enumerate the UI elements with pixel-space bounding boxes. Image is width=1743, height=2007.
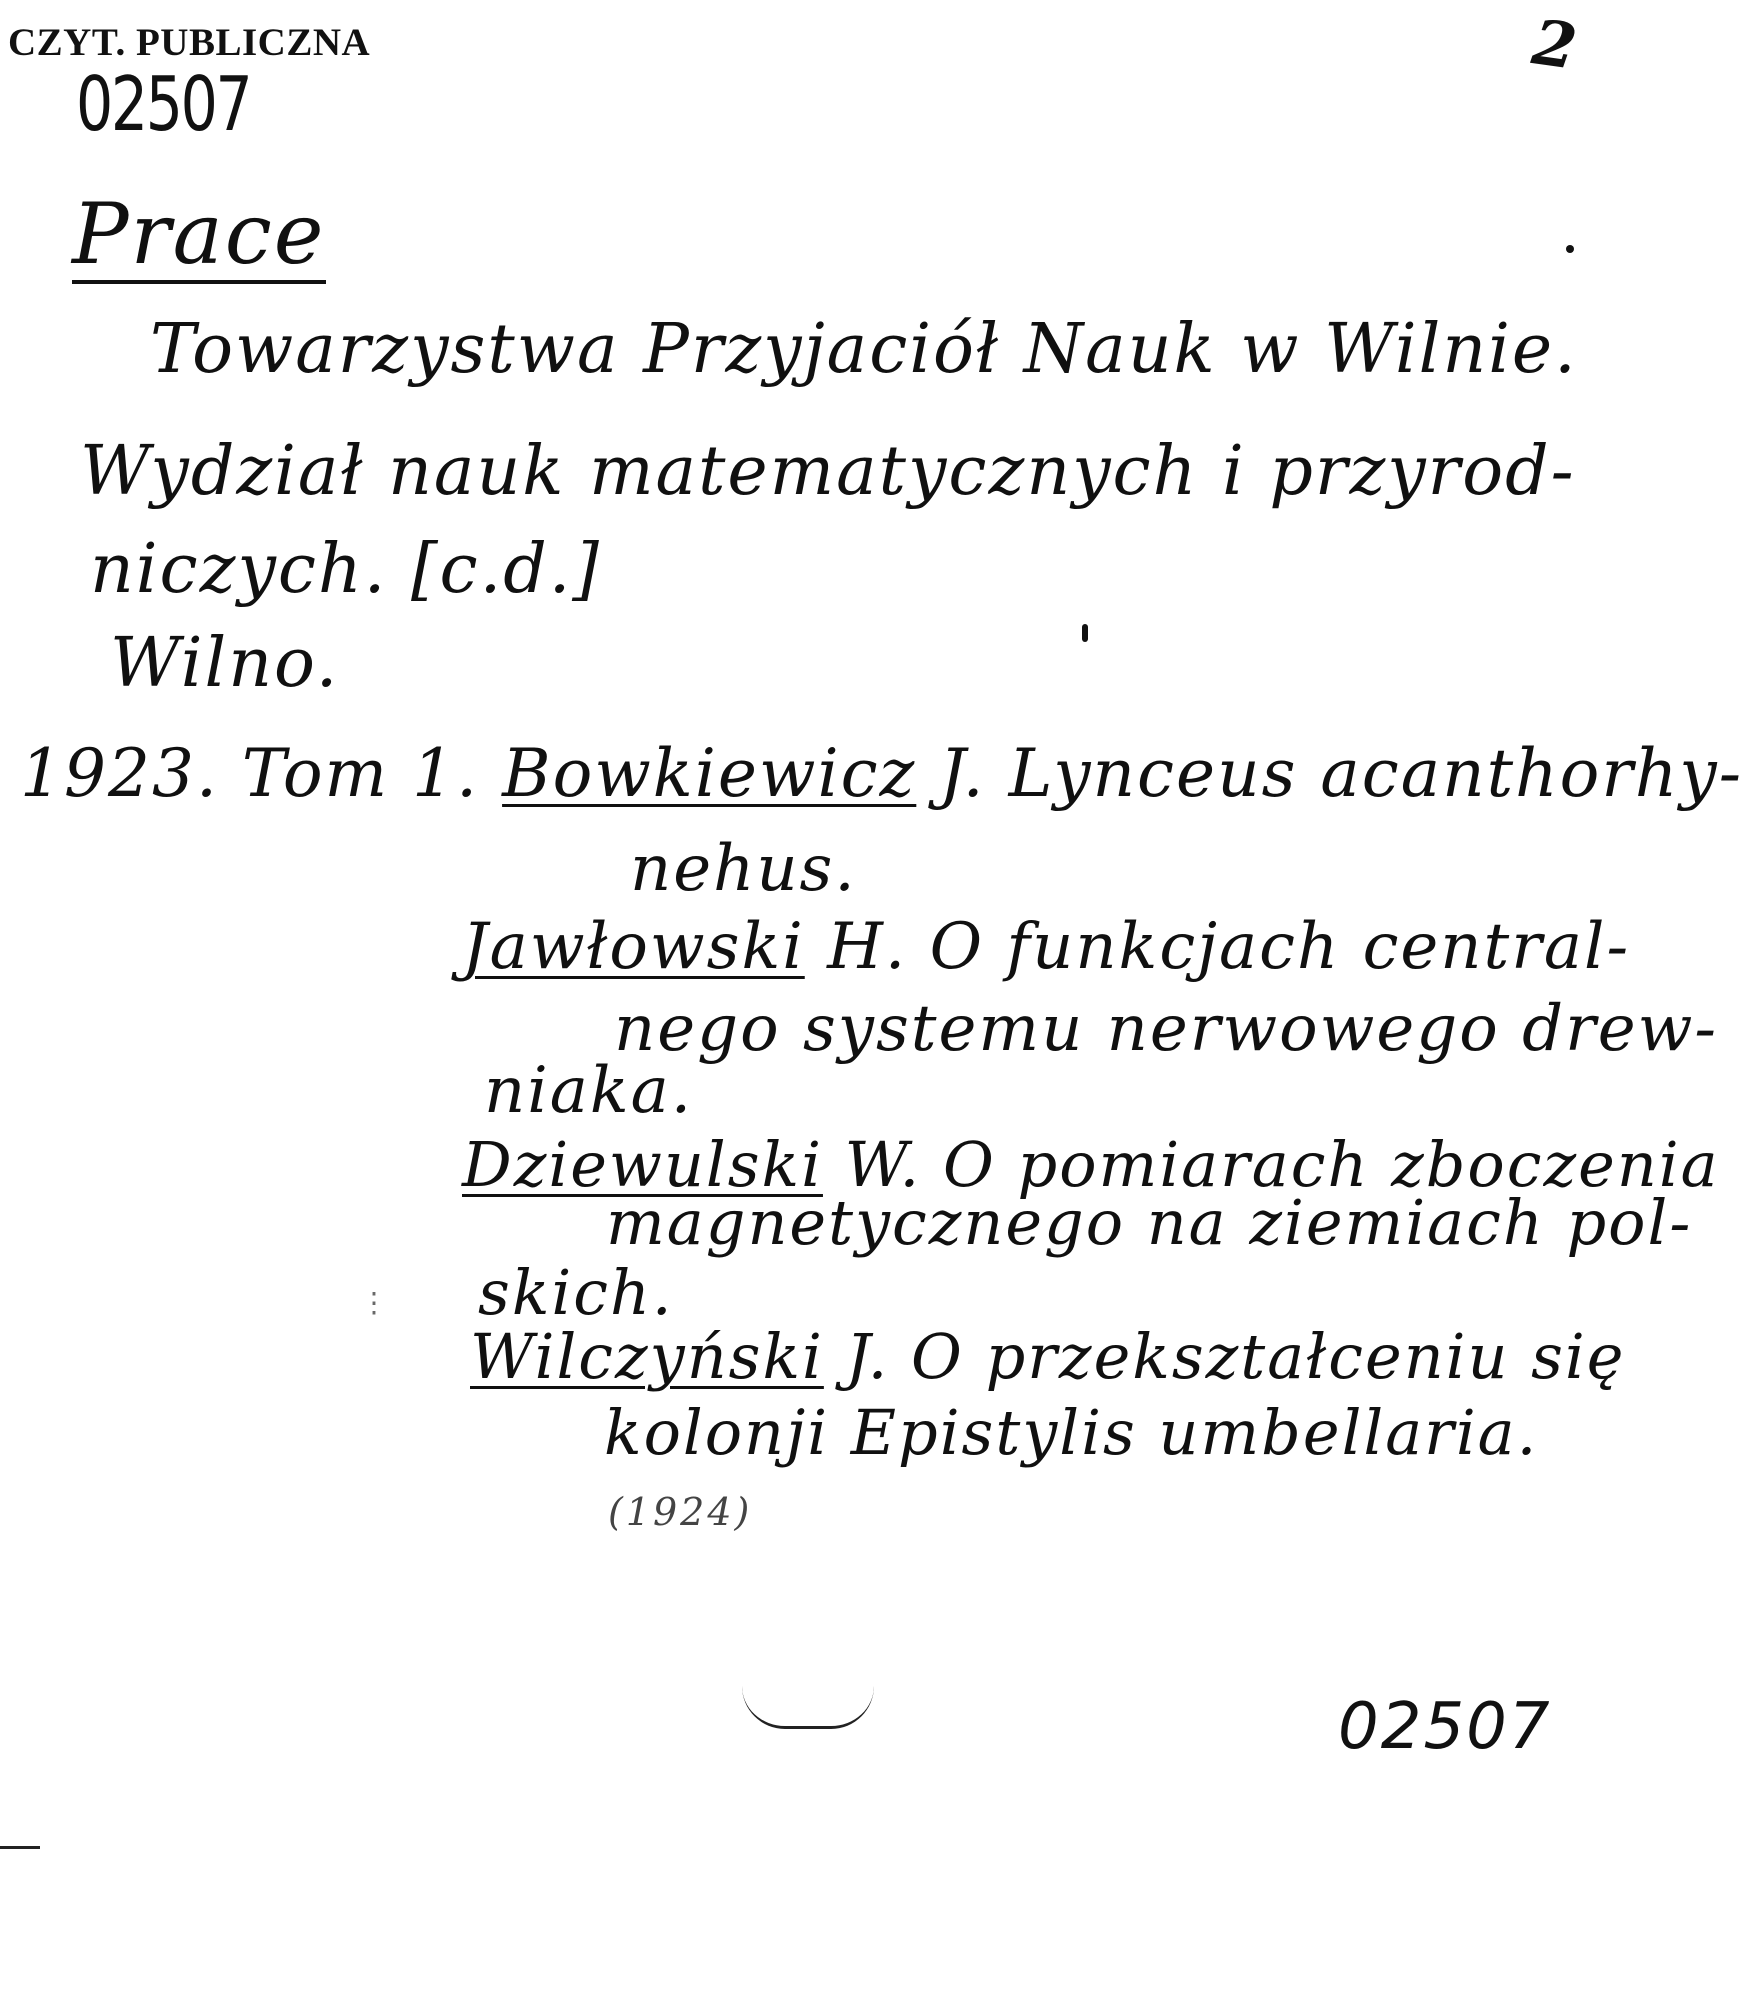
entry-title-part-1: J. Lynceus acanthorhy- xyxy=(939,735,1743,812)
year-note: (1924) xyxy=(608,1490,753,1534)
entry-title-continuation-6: kolonji Epistylis umbellaria. xyxy=(604,1396,1539,1469)
entry-title-part-4: J. O przekształceniu się xyxy=(845,1320,1626,1393)
edge-mark xyxy=(0,1846,40,1849)
author-dziewulski: Dziewulski xyxy=(462,1128,823,1201)
entry-title-continuation-4: magnetycznego na ziemiach pol- xyxy=(606,1186,1693,1259)
accession-number-bottom: 02507 xyxy=(1338,1690,1552,1764)
margin-scribble: ⋮ xyxy=(360,1286,388,1319)
ink-dot xyxy=(1566,245,1574,253)
entry-title-continuation-2: nego systemu nerwowego drew- xyxy=(614,992,1718,1066)
series-title: Prace xyxy=(72,185,326,283)
volume-entry-line xyxy=(20,735,1743,812)
ink-comma xyxy=(1082,624,1088,642)
entry-line-wilczynski xyxy=(470,1320,1625,1393)
author-wilczynski: Wilczyński xyxy=(470,1320,824,1393)
entry-title-continuation-3: niaka. xyxy=(484,1054,694,1128)
entry-line-jawlowski xyxy=(462,910,1630,984)
accession-number-top: 02507 xyxy=(76,60,251,148)
publisher-line-2: Wydział nauk matematycznych i przyrod- xyxy=(80,432,1576,511)
library-stamp: CZYT. PUBLICZNA xyxy=(8,21,371,64)
entry-title-part-2: H. O funkcjach central- xyxy=(827,910,1631,984)
entry-title-continuation-1: nehus. xyxy=(630,832,857,906)
author-jawlowski: Jawłowski xyxy=(462,910,805,984)
card-number: 2 xyxy=(1528,5,1582,84)
place-of-publication: Wilno. xyxy=(110,624,340,703)
publisher-line-1: Towarzystwa Przyjaciół Nauk w Wilnie. xyxy=(150,310,1578,389)
pencil-arc xyxy=(742,1686,874,1729)
author-bowkiewicz: Bowkiewicz xyxy=(502,735,917,812)
entry-title-continuation-5: skich. xyxy=(478,1256,674,1329)
entry-title-part-3: W. O pomiarach zboczenia xyxy=(844,1128,1720,1201)
volume-prefix: 1923. Tom 1. xyxy=(20,735,480,812)
publisher-line-3: niczych. [c.d.] xyxy=(90,530,601,609)
